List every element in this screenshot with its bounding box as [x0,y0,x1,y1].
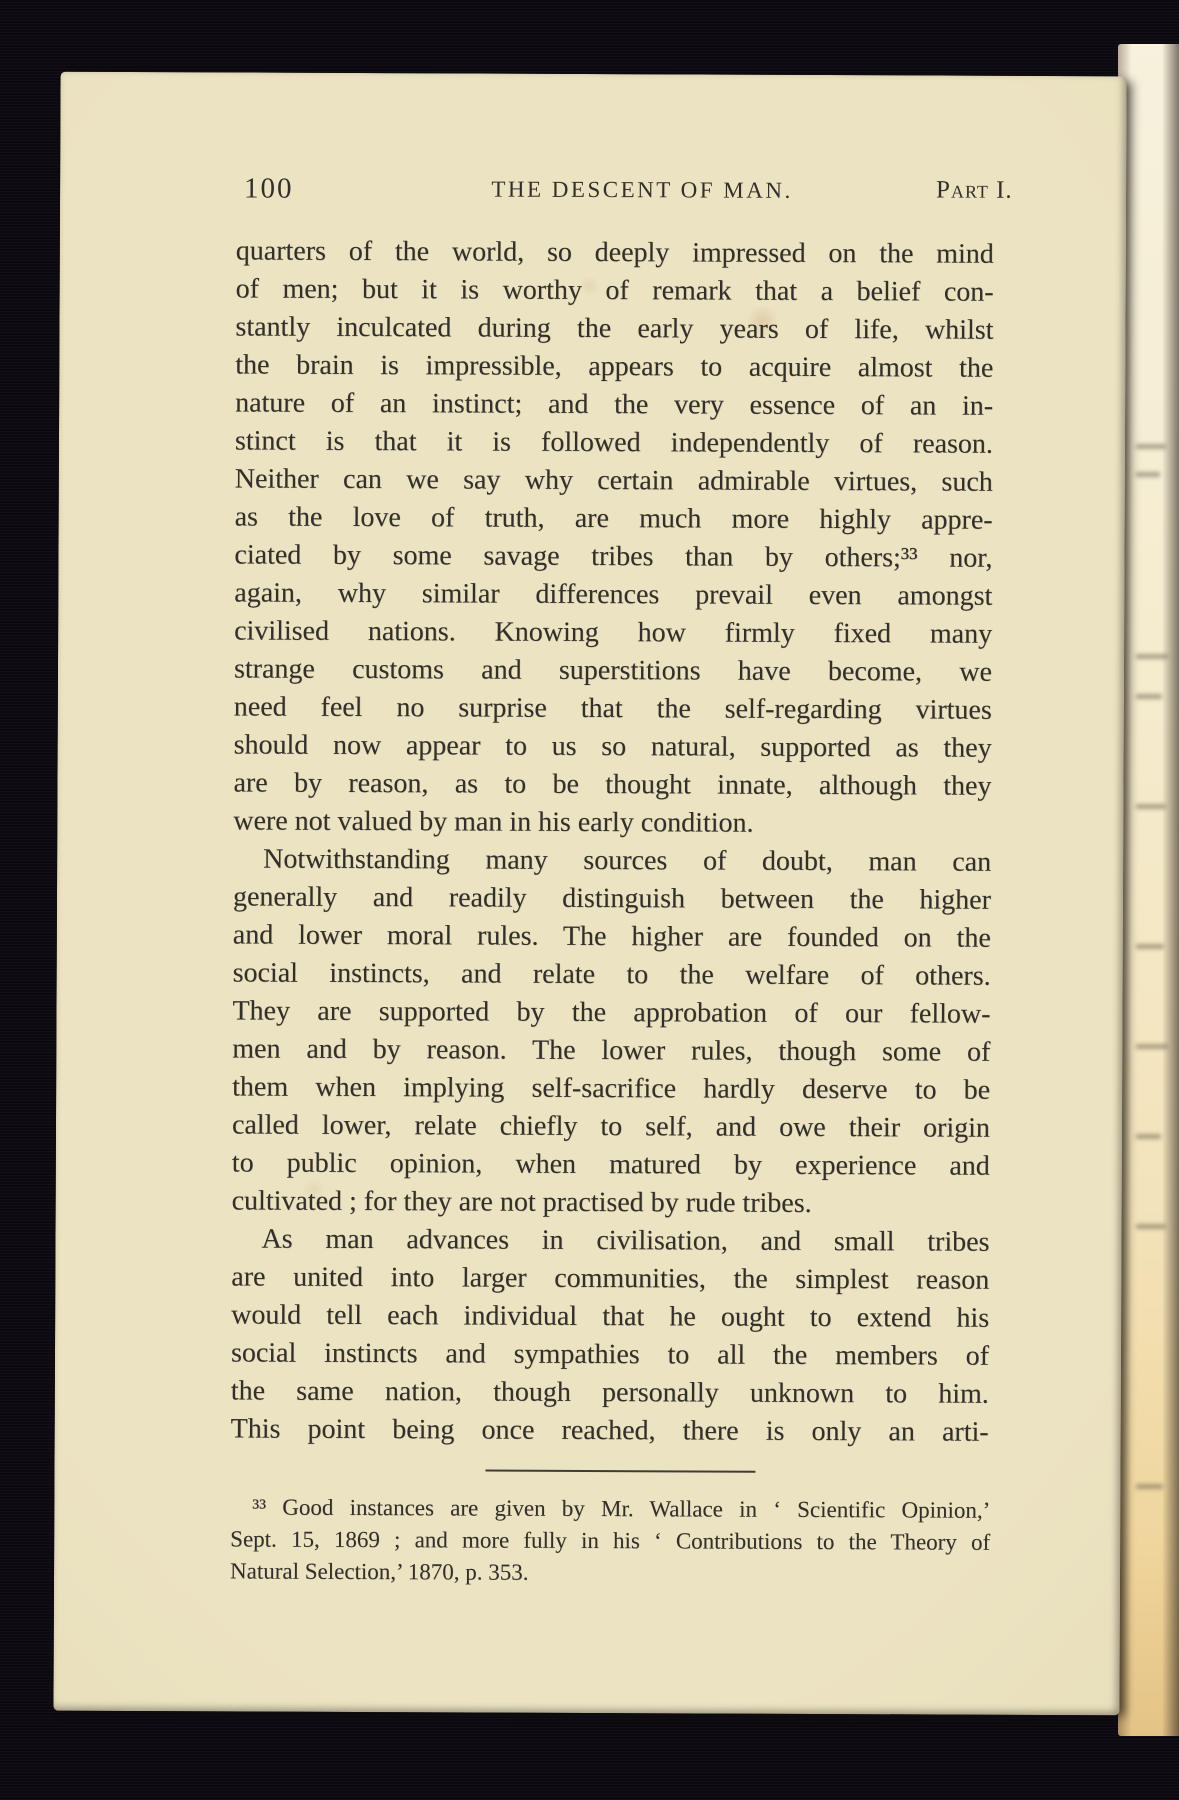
showthrough-text-smudge [1136,1224,1166,1229]
showthrough-text-smudge [1136,1044,1168,1049]
footnote-separator-rule [485,1470,755,1473]
body-line: would tell each individual that he ought to extend his [231,1299,990,1334]
body-line: should now appear to us so natural, supported as they [233,729,992,764]
body-line: called lower, relate chiefly to self, and owe their origin [231,1109,991,1144]
body-line: them when implying self-sacrifice hardly deserve to be [232,1071,991,1106]
showthrough-text-smudge [1136,1134,1161,1139]
body-line: generally and readily distinguish between the higher [232,881,992,916]
body-line: social instincts, and relate to the welfare of others. [232,957,991,992]
showthrough-text-smudge [1136,654,1168,659]
footnote-line: Natural Selection,’ 1870, p. 353. [229,1558,529,1585]
body-line: and lower moral rules. The higher are founded on the [232,919,991,954]
showthrough-text-smudge [1136,1484,1163,1489]
body-line: to public opinion, when matured by experience and [231,1147,990,1182]
showthrough-text-smudge [1136,804,1166,809]
body-line: of men; but it is worthy of remark that a belief con- [235,273,994,308]
book-title-header: THE DESCENT OF MAN. [491,176,793,203]
book-page [53,72,1126,1716]
body-line: This point being once reached, there is only an arti- [230,1413,989,1448]
body-line: social instincts and sympathies to all the members of [230,1337,990,1372]
body-line: ciated by some savage tribes than by others;³³ nor, [234,539,993,574]
body-line: Neither can we say why certain admirable virtues, such [234,463,993,498]
body-line: are by reason, as to be thought innate, although they [233,767,992,802]
showthrough-text-smudge [1136,944,1164,949]
footnote-line: Sept. 15, 1869 ; and more fully in his ‘ Contributions to the Theory of [230,1526,991,1555]
body-line: the same nation, though personally unknown to him. [230,1375,989,1410]
running-head [60,172,1126,211]
body-line: are united into larger communities, the simplest reason [231,1261,990,1296]
body-line: need feel no surprise that the self-regarding virtues [233,691,992,726]
footnote-line: ³³ Good instances are given by Mr. Wallace in ‘ Scientific Opinion,’ [252,1494,991,1523]
body-line: civilised nations. Knowing how firmly fixed many [234,615,993,650]
part-label: Part I. [936,176,1013,204]
adjacent-page-edge [1118,44,1179,1736]
body-line: stantly inculcated during the early years of life, whilst [235,311,994,346]
body-line: As man advances in civilisation, and small tribes [261,1223,990,1258]
body-line: Notwithstanding many sources of doubt, man can [263,843,992,878]
body-line: stinct is that it is followed independently of reason. [234,425,994,460]
page-number: 100 [244,172,294,205]
showthrough-text-smudge [1136,444,1166,449]
body-line: quarters of the world, so deeply impressed on the mind [235,235,994,270]
showthrough-text-smudge [1136,694,1162,699]
showthrough-text-smudge [1136,472,1160,477]
body-line: the brain is impressible, appears to acquire almost the [235,349,994,384]
body-text [231,232,994,1451]
body-line: were not valued by man in his early condition. [233,805,754,839]
body-line: again, why similar differences prevail even amongst [234,577,993,612]
footnote [230,1491,990,1590]
body-line: as the love of truth, are much more highly appre- [234,501,993,536]
body-line: They are supported by the approbation of our fellow- [232,995,991,1030]
body-line: nature of an instinct; and the very essence of an in- [235,387,994,422]
body-line: strange customs and superstitions have become, we [233,653,993,688]
body-line: cultivated ; for they are not practised by rude tribes. [231,1185,812,1219]
body-line: men and by reason. The lower rules, though some of [232,1033,991,1068]
